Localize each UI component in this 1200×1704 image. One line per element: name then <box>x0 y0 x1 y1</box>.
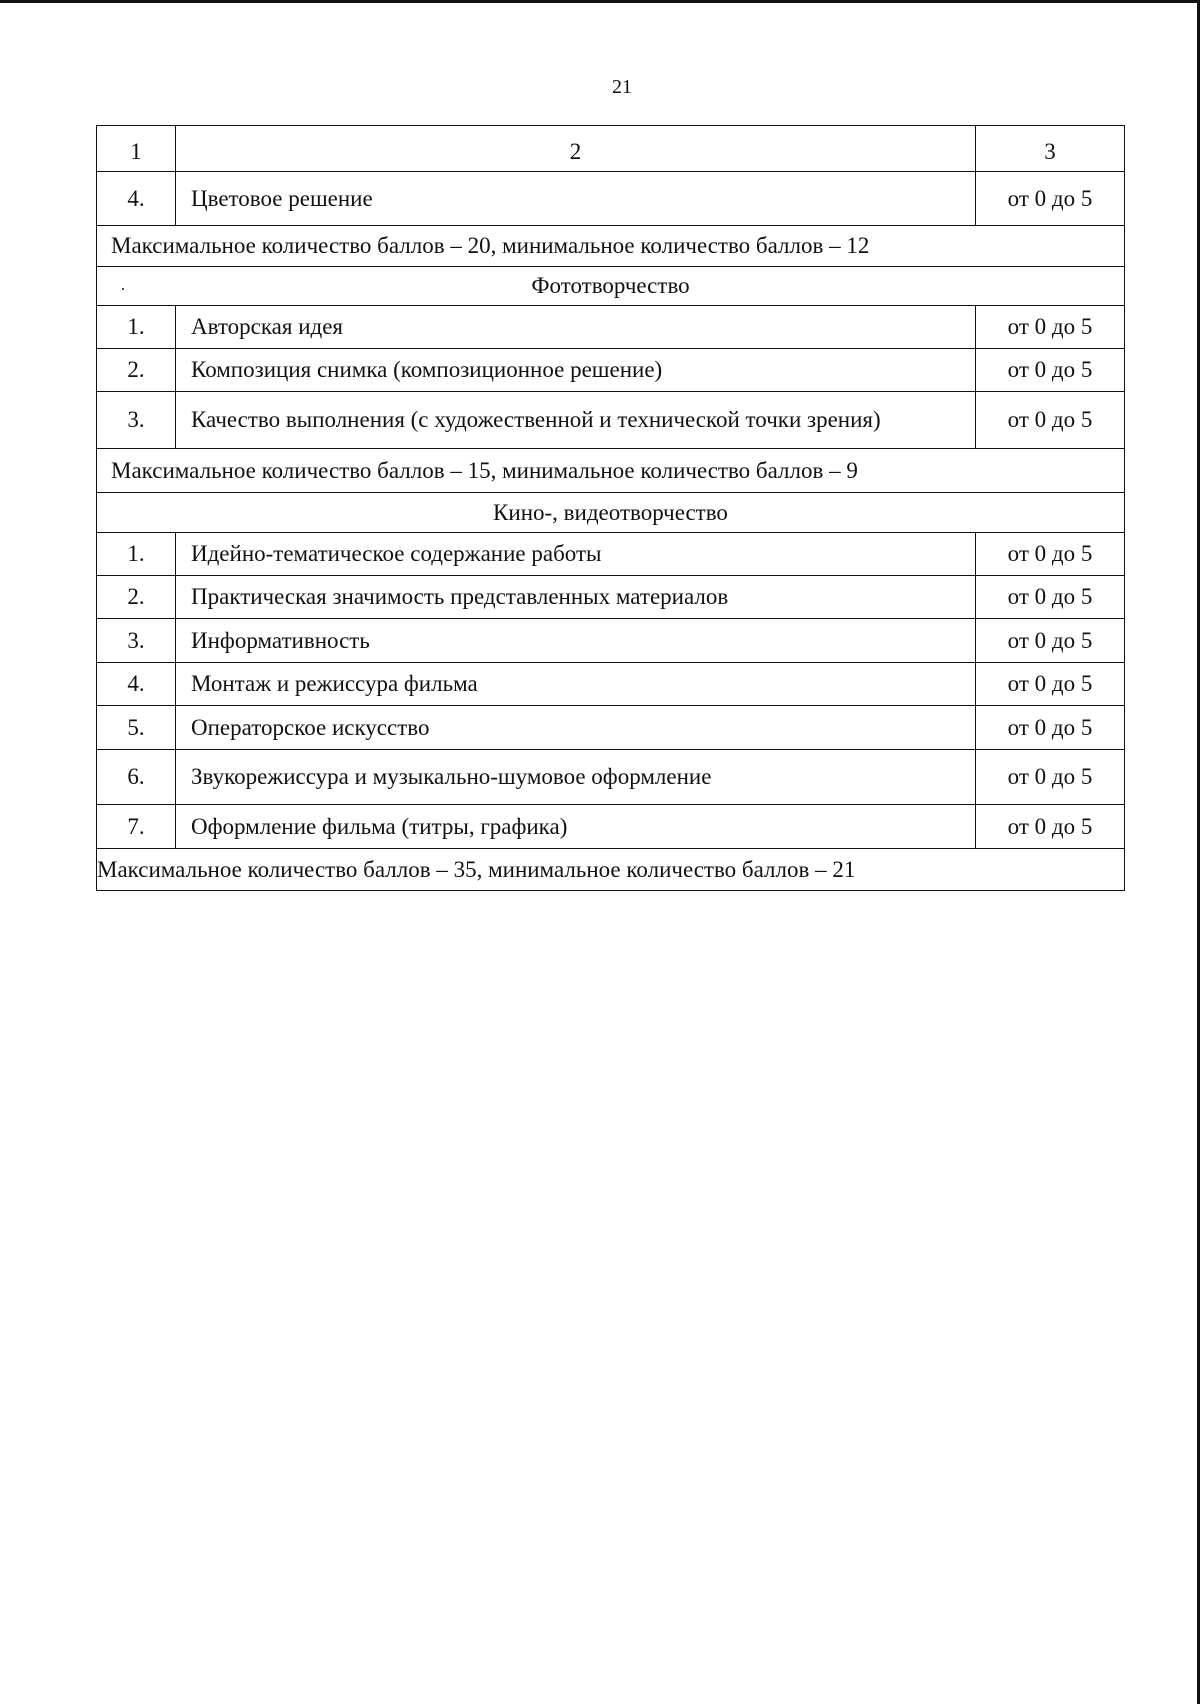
row-criterion: Информативность <box>176 619 976 663</box>
header-col-1: 1 <box>97 126 176 172</box>
row-number: 2. <box>97 349 176 392</box>
summary-row <box>97 449 1125 493</box>
row-score-range: от 0 до 5 <box>976 533 1125 576</box>
row-criterion: Композиция снимка (композиционное решение) <box>176 349 976 392</box>
section-row <box>97 267 1125 306</box>
scan-border-top <box>0 0 1200 3</box>
table-row <box>97 392 1125 449</box>
table-row <box>97 533 1125 576</box>
row-number: 6. <box>97 750 176 805</box>
row-number: 1. <box>97 306 176 349</box>
row-criterion: Практическая значимость представленных материалов <box>176 576 976 619</box>
table-row <box>97 306 1125 349</box>
table-row <box>97 349 1125 392</box>
row-score-range: от 0 до 5 <box>976 805 1125 849</box>
row-number: 7. <box>97 805 176 849</box>
row-criterion: Цветовое решение <box>176 172 976 226</box>
row-score-range: от 0 до 5 <box>976 706 1125 750</box>
row-score-range: от 0 до 5 <box>976 306 1125 349</box>
table-row <box>97 619 1125 663</box>
header-col-3: 3 <box>976 126 1125 172</box>
table-header-row <box>97 126 1125 172</box>
page-number: 21 <box>612 76 632 98</box>
row-criterion: Авторская идея <box>176 306 976 349</box>
stray-dot <box>122 288 124 290</box>
row-number: 3. <box>97 619 176 663</box>
criteria-table <box>96 125 1125 891</box>
row-number: 3. <box>97 392 176 449</box>
row-number: 4. <box>97 663 176 706</box>
table-row <box>97 706 1125 750</box>
summary-text: Максимальное количество баллов – 35, минимальное количество баллов – 21 <box>97 849 1125 891</box>
row-criterion: Идейно-тематическое содержание работы <box>176 533 976 576</box>
summary-text: Максимальное количество баллов – 20, минимальное количество баллов – 12 <box>97 226 1125 267</box>
row-criterion: Качество выполнения (с художественной и технической точки зрения) <box>176 392 976 449</box>
row-score-range: от 0 до 5 <box>976 619 1125 663</box>
table-row <box>97 750 1125 805</box>
row-score-range: от 0 до 5 <box>976 349 1125 392</box>
table-row <box>97 576 1125 619</box>
row-criterion: Оформление фильма (титры, графика) <box>176 805 976 849</box>
section-title: Кино-, видеотворчество <box>97 493 1125 533</box>
row-number: 5. <box>97 706 176 750</box>
table-row <box>97 805 1125 849</box>
row-number: 1. <box>97 533 176 576</box>
section-title: Фототворчество <box>97 267 1125 306</box>
header-col-2: 2 <box>176 126 976 172</box>
table-row <box>97 663 1125 706</box>
summary-row <box>97 226 1125 267</box>
table-row <box>97 172 1125 226</box>
row-score-range: от 0 до 5 <box>976 576 1125 619</box>
section-row <box>97 493 1125 533</box>
row-number: 2. <box>97 576 176 619</box>
row-score-range: от 0 до 5 <box>976 663 1125 706</box>
row-score-range: от 0 до 5 <box>976 392 1125 449</box>
row-score-range: от 0 до 5 <box>976 172 1125 226</box>
summary-text: Максимальное количество баллов – 15, минимальное количество баллов – 9 <box>97 449 1125 493</box>
row-score-range: от 0 до 5 <box>976 750 1125 805</box>
row-number: 4. <box>97 172 176 226</box>
row-criterion: Операторское искусство <box>176 706 976 750</box>
summary-row <box>97 849 1125 891</box>
row-criterion: Монтаж и режиссура фильма <box>176 663 976 706</box>
row-criterion: Звукорежиссура и музыкально-шумовое оформление <box>176 750 976 805</box>
